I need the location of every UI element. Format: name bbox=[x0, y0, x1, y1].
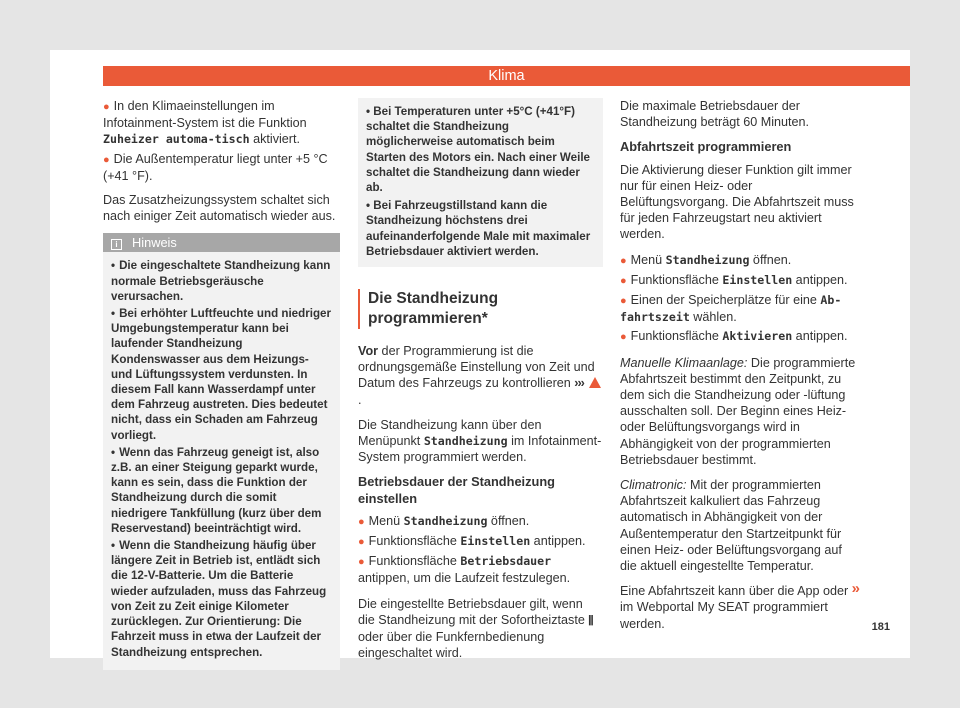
cross-reference-arrows: ››› bbox=[574, 376, 584, 391]
note-item: • Die eingeschaltete Standheizung kann normale Betriebsgeräusche verursachen. bbox=[111, 259, 331, 303]
note-item: • Bei Fahrzeugstillstand kann die Standheizung höchstens drei aufeinanderfolgende Male mit maximaler Betriebsdauer aktiviert werden. bbox=[366, 199, 591, 258]
menu-term: Einstellen bbox=[460, 534, 531, 549]
bullet-dot-icon: ● bbox=[358, 556, 365, 569]
menu-term: Standheizung bbox=[423, 434, 508, 449]
bullet-item: ● Die Außentemperatur liegt unter +5 °C (+41 °F). bbox=[103, 151, 328, 183]
bullet-item: ● Einen der Speicherplätze für eine Ab-fahrtszeit wählen. bbox=[620, 293, 842, 325]
menu-term: Einstellen bbox=[722, 272, 793, 287]
bullet-dot-icon: ● bbox=[103, 153, 110, 166]
menu-term: Betriebsdauer bbox=[460, 554, 552, 569]
note-header: i Hinweis bbox=[103, 233, 340, 252]
bullet-item: ● Menü Standheizung öffnen. bbox=[620, 252, 792, 267]
bullet-dot-icon: ● bbox=[620, 295, 627, 308]
bullet-item: ● Funktionsfläche Betriebsdauer antippen, um die Laufzeit festzulegen. bbox=[358, 554, 571, 586]
menu-term: Aktivieren bbox=[722, 329, 793, 344]
bullet-dot-icon: ● bbox=[620, 254, 627, 267]
subheading: Abfahrtszeit programmieren bbox=[620, 139, 792, 155]
paragraph: Die maximale Betriebsdauer der Standheizung beträgt 60 Minuten. bbox=[620, 99, 810, 130]
paragraph: Die Standheizung kann über den Menüpunkt Standheizung im Infotainment-System programmiert werden. bbox=[358, 417, 602, 465]
bullet-icon: • bbox=[366, 105, 374, 118]
bullet-dot-icon: ● bbox=[620, 274, 627, 287]
heater-button-icon: ⫼ bbox=[588, 614, 594, 627]
menu-term: Standheizung bbox=[403, 513, 488, 528]
bullet-dot-icon: ● bbox=[358, 536, 365, 549]
bullet-item: ● Funktionsfläche Aktivieren antippen. bbox=[620, 329, 848, 344]
note-item: • Bei erhöhter Luftfeuchte und niedriger Umgebungstemperatur kann bei laufender Standheizung Kondenswasser aus dem Heizungs- und Lüftungssystem verdunsten. In diesem Fall kann Wasserdampf unter dem Fahrzeug austreten. Dies bedeutet nicht, dass ein Schaden am Fahrzeug vorliegt. bbox=[111, 307, 331, 442]
note-box-continued bbox=[358, 98, 603, 267]
info-icon: i bbox=[111, 239, 122, 250]
bullet-icon: • bbox=[111, 445, 116, 459]
subheading: Betriebsdauer der Standheizung einstellen bbox=[358, 474, 555, 506]
bullet-dot-icon: ● bbox=[358, 515, 365, 528]
bullet-icon: • bbox=[366, 199, 374, 213]
column-3 bbox=[620, 98, 860, 641]
continue-arrow-icon: » bbox=[851, 580, 860, 598]
warning-icon bbox=[589, 377, 601, 388]
paragraph: Vor der Programmierung ist die ordnungsgemäße Einstellung von Zeit und Datum des Fahrzeugs zu kontrollieren ››› . bbox=[358, 343, 603, 408]
page bbox=[50, 50, 910, 661]
bullet-dot-icon: ● bbox=[103, 101, 110, 113]
menu-term: Ab-fahrtszeit bbox=[620, 293, 842, 325]
paragraph: Die Aktivierung dieser Funktion gilt immer nur für einen Heiz- oder Belüftungsvorgang. Die Abfahrtszeit muss für jeden Fahrzeugstart neu aktiviert werden. bbox=[620, 162, 854, 242]
paragraph: » Eine Abfahrtszeit kann über die App oder im Webportal My SEAT programmiert werden. bbox=[620, 580, 860, 631]
paragraph: Climatronic: Mit der programmierten Abfahrtszeit kalkuliert das Fahrzeug automatisch in Abhängigkeit von der Außentemperatur den Startzeitpunkt für einen Heiz- oder Belüftungsvorgang auf die aktuell eingestellte Temperatur. bbox=[620, 478, 842, 574]
page-number: 181 bbox=[871, 621, 890, 633]
note-item: • Bei Temperaturen unter +5°C (+41°F) schaltet die Standheizung möglicherweise automatisch beim Starten des Motors ein. Nach einer Weile schaltet die Standheizung dann wieder ab. bbox=[366, 105, 590, 195]
paragraph: Die eingestellte Betriebsdauer gilt, wenn die Standheizung mit der Sofortheiztaste ⫼ oder über die Funkfernbedienung eingeschaltet wird. bbox=[358, 596, 594, 661]
column-2 bbox=[358, 98, 603, 670]
note-item: • Wenn das Fahrzeug geneigt ist, also z.B. an einer Steigung geparkt wurde, kann es sein, dass die Funktion der Standheizung durch die somit niedrigere Tankfüllung (kurz über dem Reservestand) beeinträchtigt wird. bbox=[111, 445, 322, 535]
bullet-icon: • bbox=[111, 307, 116, 321]
bullet-item: ● Funktionsfläche Einstellen antippen. bbox=[620, 272, 848, 287]
paragraph: Manuelle Klimaanlage: Die programmierte Abfahrtszeit bestimmt den Zeitpunkt, zu dem sich die Standheizung oder -lüftung ausschalten soll. Der Beginn eines Heiz- oder Belüftungsvorgangs wird in Abhängigkeit von der programmierten Betriebsdauer bestimmt. bbox=[620, 355, 856, 467]
menu-term: Standheizung bbox=[665, 252, 750, 267]
note-item: • Wenn die Standheizung häufig über längere Zeit in Betrieb ist, entlädt sich die 12-V-Batterie. Um die Batterie wieder aufzuladen, muss das Fahrzeug von Zeit zu Zeit einige Kilometer zurücklegen. Zur Orientierung: Die Fahrzeit muss in etwa der Laufzeit der Standheizung entsprechen. bbox=[111, 539, 327, 659]
paragraph: Das Zusatzheizungssystem schaltet sich nach einiger Zeit automatisch wieder aus. bbox=[103, 193, 336, 224]
bullet-icon: • bbox=[111, 259, 116, 273]
chapter-header: Klima bbox=[103, 66, 910, 86]
column-1 bbox=[103, 98, 340, 670]
section-title: Die Standheizung programmieren* bbox=[358, 289, 603, 329]
bullet-icon: • bbox=[111, 539, 116, 553]
bullet-dot-icon: ● bbox=[620, 331, 627, 344]
bullet-item: ● Menü Standheizung öffnen. bbox=[358, 513, 530, 528]
bullet-item: ● Funktionsfläche Einstellen antippen. bbox=[358, 534, 586, 549]
bullet-item: ● In den Klimaeinstellungen im Infotainment-System ist die Funktion Zuheizer automa-tisch aktiviert. bbox=[103, 99, 307, 147]
note-box bbox=[103, 233, 340, 669]
menu-term: Zuheizer automa-tisch bbox=[103, 132, 250, 147]
